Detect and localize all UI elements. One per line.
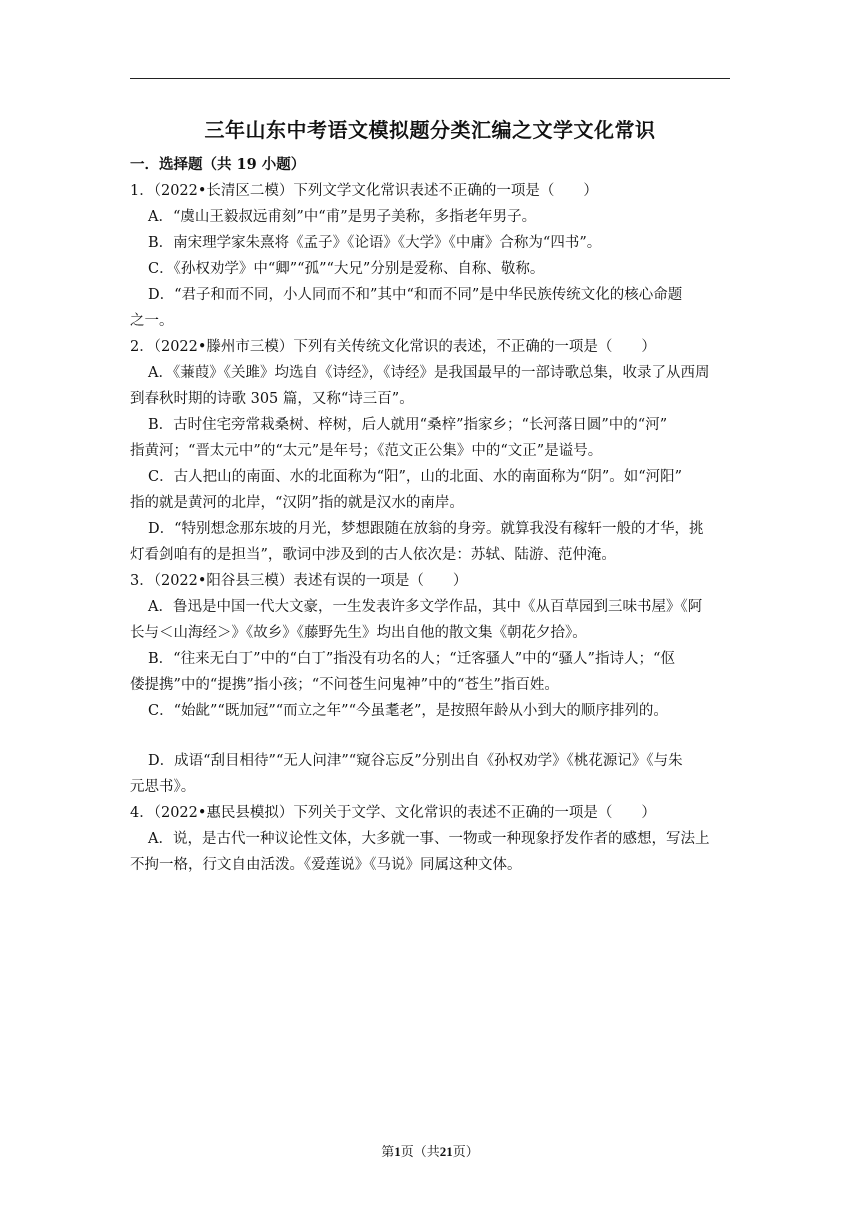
section-heading: 一．选择题（共 19 小题）: [130, 156, 306, 173]
text-line: C．“始龀”“既加冠”“而立之年”“今虽耄老”，是按照年龄从小到大的顺序排列的。: [148, 703, 668, 719]
text-line: A．说，是古代一种议论性文体，大多就一事、一物或一种现象抒发作者的感想，写法上: [148, 831, 710, 847]
text-line: 2．（2022•滕州市三模）下列有关传统文化常识的表述，不正确的一项是（ ）: [130, 339, 656, 355]
text-line: A．“虞山王毅叔远甫刻”中“甫”是男子美称，多指老年男子。: [148, 209, 537, 225]
text-line: 4．（2022•惠民县模拟）下列关于文学、文化常识的表述不正确的一项是（ ）: [130, 805, 656, 821]
text-line: C．《孙权劝学》中“卿”“孤”“大兄”分别是爱称、自称、敬称。: [148, 261, 545, 277]
text-line: B．南宋理学家朱熹将《孟子》《论语》《大学》《中庸》合称为“四书”。: [148, 235, 602, 251]
text-line: 偻提携”中的“提携”指小孩；“不问苍生问鬼神”中的“苍生”指百姓。: [130, 677, 559, 693]
text-line: A．《蒹葭》《关雎》均选自《诗经》，《诗经》是我国最早的一部诗歌总集，收录了从西周: [148, 365, 710, 381]
text-line: 之一。: [130, 313, 174, 329]
document-body: [130, 152, 730, 878]
footer-total-pages: 21: [439, 1144, 453, 1159]
text-line: B．“往来无白丁”中的“白丁”指没有功名的人；“迁客骚人”中的“骚人”指诗人；“伛: [148, 651, 675, 667]
text-line: 1．（2022•长清区二模）下列文学文化常识表述不正确的一项是（ ）: [130, 183, 598, 199]
text-line: 3．（2022•阳谷县三模）表述有误的一项是（ ）: [130, 573, 468, 589]
text-line: A．鲁迅是中国一代大文豪，一生发表许多文学作品，其中《从百草园到三味书屋》《阿: [148, 599, 703, 615]
text-line: 指黄河；“晋太元中”的“太元”是年号；《范文正公集》中的“文正”是谥号。: [130, 443, 603, 459]
text-line: 长与＜山海经＞》《故乡》《藤野先生》均出自他的散文集《朝花夕拾》。: [130, 625, 587, 641]
text-line: D．“特别想念那东坡的月光，梦想跟随在放翁的身旁。就算我没有稼轩一般的才华，挑: [148, 521, 704, 537]
footer-prefix: 第: [381, 1145, 395, 1160]
text-line: D．“君子和而不同，小人同而不和”其中“和而不同”是中华民族传统文化的核心命题: [148, 287, 683, 303]
text-line: C．古人把山的南面、水的北面称为“阳”，山的北面、水的南面称为“阴”。如“河阳”: [148, 469, 683, 485]
question-lines: [130, 178, 730, 878]
text-line: 不拘一格，行文自由活泼。《爱莲说》《马说》同属这种文体。: [130, 857, 522, 873]
page-title: 三年山东中考语文模拟题分类汇编之文学文化常识: [204, 118, 656, 142]
footer-suffix: 页）: [452, 1145, 479, 1160]
text-line: 指的就是黄河的北岸，“汉阴”指的就是汉水的南岸。: [130, 495, 464, 511]
text-line: 元思书》。: [130, 779, 196, 795]
text-line: B．古时住宅旁常栽桑树、梓树，后人就用“桑梓”指家乡；“长河落日圆”中的“河”: [148, 417, 668, 433]
text-line: 灯看剑咱有的是担当”，歌词中涉及到的古人依次是：苏轼、陆游、范仲淹。: [130, 547, 616, 563]
header-rule: [130, 78, 730, 79]
text-line: 到春秋时期的诗歌 305 篇，又称“诗三百”。: [130, 391, 414, 407]
footer-middle: 页（共: [400, 1145, 440, 1160]
footer-page-number: 1: [394, 1144, 401, 1159]
text-line: D．成语“刮目相待”“无人问津”“窥谷忘反”分别出自《孙权劝学》《桃花源记》《与朱: [148, 753, 683, 769]
page-footer: [0, 1141, 860, 1160]
blank-line: [130, 724, 730, 748]
